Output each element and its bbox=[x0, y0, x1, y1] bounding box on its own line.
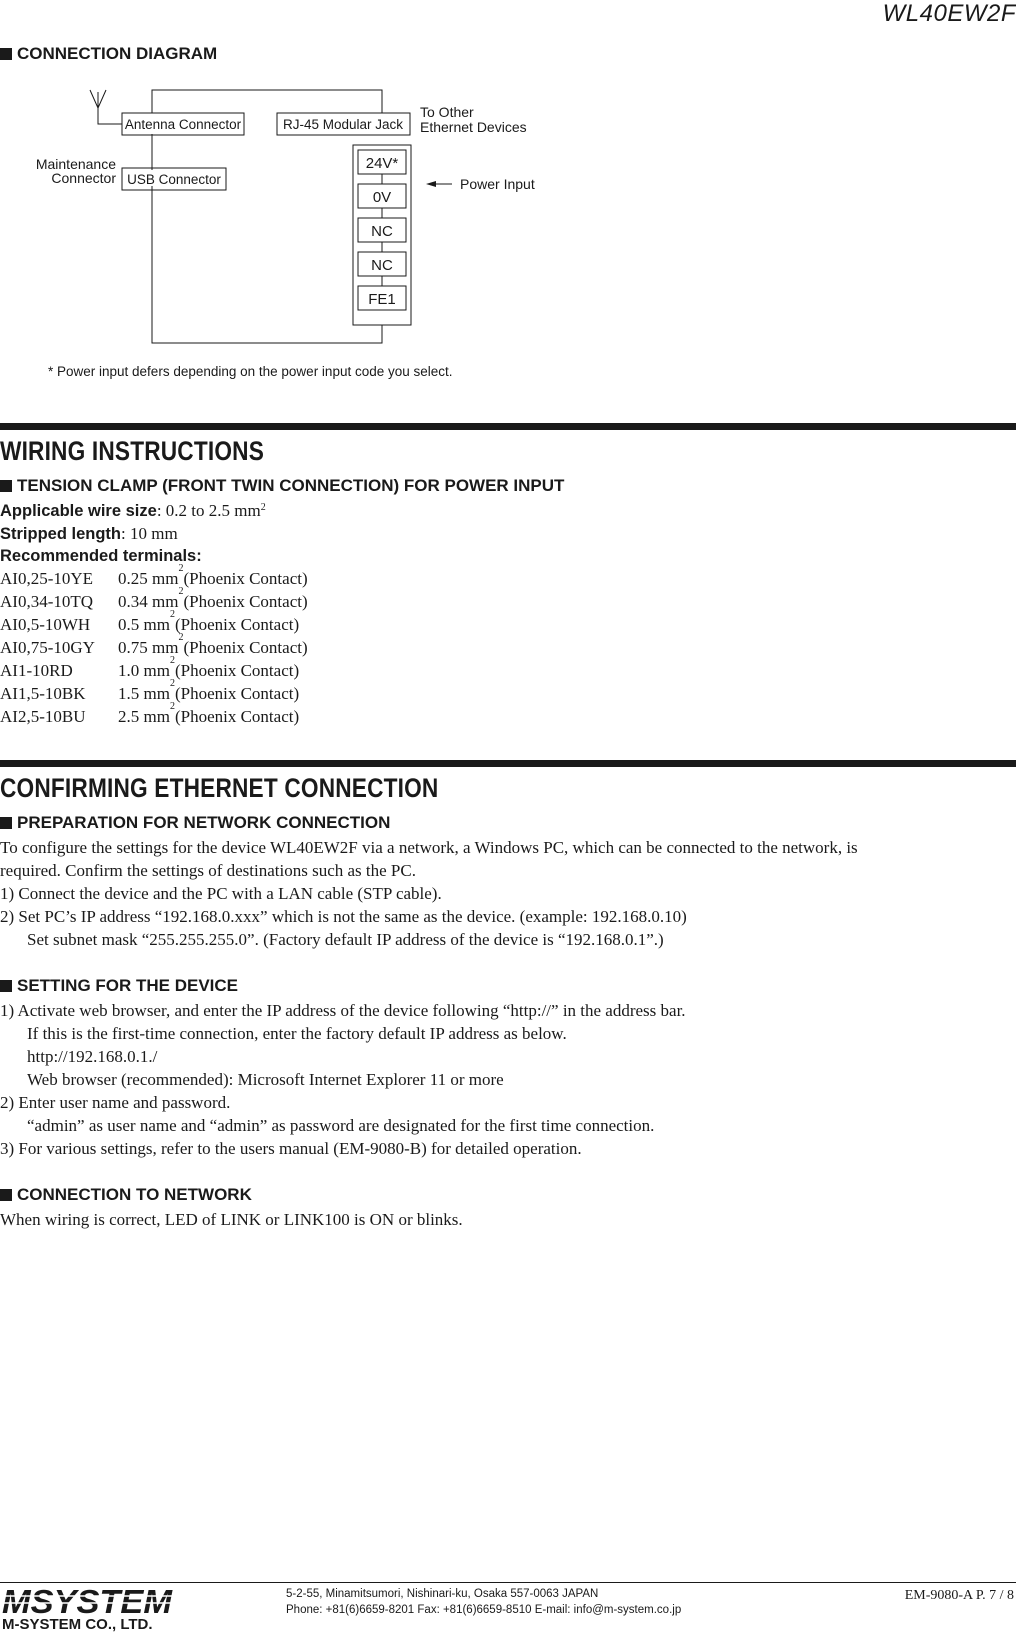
bullet-square-icon bbox=[0, 980, 12, 992]
antenna-connector-label: Antenna Connector bbox=[124, 117, 242, 132]
bullet-square-icon bbox=[0, 48, 12, 60]
power-input-note: * Power input defers depending on the power input code you select. bbox=[48, 364, 453, 379]
footer-address: 5-2-55, Minamitsumori, Nishinari-ku, Osaka 557-0063 JAPAN bbox=[286, 1588, 599, 1600]
usb-connector-label: USB Connector bbox=[127, 172, 221, 187]
preparation-heading: PREPARATION FOR NETWORK CONNECTION bbox=[0, 813, 390, 833]
prep-step-2: 2) Set PC’s IP address “192.168.0.xxx” which is not the same as the device. (example: 192.168.0.10) bbox=[0, 907, 687, 926]
wiring-title: WIRING INSTRUCTIONS bbox=[0, 436, 265, 466]
table-row: AI0,75-10GY 0.75 mm 2 (Phoenix Contact) bbox=[0, 632, 308, 657]
table-row: AI1,5-10BK 1.5 mm 2 (Phoenix Contact) bbox=[0, 678, 300, 703]
terminals-table bbox=[0, 563, 308, 730]
setting-step-2-cont: “admin” as user name and “admin” as password are designated for the first time connection. bbox=[27, 1116, 655, 1135]
ethernet-title: CONFIRMING ETHERNET CONNECTION bbox=[0, 773, 439, 803]
stripped-length-line: Stripped length: 10 mm bbox=[0, 524, 178, 543]
antenna-icon bbox=[90, 90, 106, 112]
prep-paragraph-line-1: To configure the settings for the device WL40EW2F via a network, a Windows PC, which can be connected to the network, is bbox=[0, 838, 858, 857]
footer-contact: Phone: +81(6)6659-8201 Fax: +81(6)6659-8510 E-mail: info@m-system.co.jp bbox=[286, 1604, 682, 1616]
network-heading: CONNECTION TO NETWORK bbox=[0, 1185, 252, 1205]
terminal-label-1: 24V* bbox=[365, 155, 399, 172]
maintenance-label-1: Maintenance bbox=[35, 156, 116, 172]
to-other-label-2: Ethernet Devices bbox=[420, 119, 527, 135]
recommended-terminals-label: Recommended terminals: bbox=[0, 547, 202, 565]
setting-heading: SETTING FOR THE DEVICE bbox=[0, 976, 238, 996]
table-row: AI2,5-10BU 2.5 mm 2 (Phoenix Contact) bbox=[0, 701, 300, 726]
setting-step-1-cont: If this is the first-time connection, enter the factory default IP address as below. bbox=[27, 1024, 567, 1043]
section-divider bbox=[0, 760, 1016, 767]
terminal-label-5: FE1 bbox=[368, 291, 396, 308]
model-number: WL40EW2F bbox=[882, 0, 1016, 27]
table-row: AI1-10RD 1.0 mm 2 (Phoenix Contact) bbox=[0, 655, 300, 680]
to-other-label-1: To Other bbox=[420, 104, 474, 120]
maintenance-label-2: Connector bbox=[51, 170, 116, 186]
table-row: AI0,25-10YE 0.25 mm 2 (Phoenix Contact) bbox=[0, 563, 308, 588]
msystem-logo bbox=[2, 1586, 174, 1616]
section-divider bbox=[0, 423, 1016, 430]
setting-step-1-browser: Web browser (recommended): Microsoft Internet Explorer 11 or more bbox=[27, 1070, 504, 1089]
rj45-label: RJ-45 Modular Jack bbox=[282, 117, 404, 132]
table-row: AI0,5-10WH 0.5 mm 2 (Phoenix Contact) bbox=[0, 609, 300, 634]
prep-step-1: 1) Connect the device and the PC with a LAN cable (STP cable). bbox=[0, 884, 442, 903]
terminal-label-2: 0V bbox=[372, 189, 392, 206]
prep-paragraph-line-2: required. Confirm the settings of destinations such as the PC. bbox=[0, 861, 416, 880]
connection-diagram-heading: CONNECTION DIAGRAM bbox=[0, 44, 217, 64]
table-row: AI0,34-10TQ 0.34 mm 2 (Phoenix Contact) bbox=[0, 586, 308, 611]
setting-step-1: 1) Activate web browser, and enter the IP address of the device following “http://” in the address bar. bbox=[0, 1001, 686, 1020]
network-text: When wiring is correct, LED of LINK or LINK100 is ON or blinks. bbox=[0, 1210, 463, 1229]
power-input-label: Power Input bbox=[460, 176, 535, 192]
setting-step-2: 2) Enter user name and password. bbox=[0, 1093, 231, 1112]
footer-divider bbox=[0, 1582, 1016, 1583]
tension-clamp-heading: TENSION CLAMP (FRONT TWIN CONNECTION) FOR POWER INPUT bbox=[0, 476, 564, 496]
wire-size-line: Applicable wire size: 0.2 to 2.5 $mm^2$ bbox=[0, 501, 266, 520]
setting-step-1-url: http://192.168.0.1./ bbox=[27, 1047, 158, 1066]
terminal-label-4: NC bbox=[371, 257, 393, 274]
svg-text:MSYSTEM: MSYSTEM bbox=[2, 1586, 174, 1616]
bullet-square-icon bbox=[0, 480, 12, 492]
terminal-label-3: NC bbox=[371, 223, 393, 240]
company-name: M-SYSTEM CO., LTD. bbox=[2, 1616, 153, 1633]
bullet-square-icon bbox=[0, 1189, 12, 1201]
connection-diagram bbox=[0, 80, 1016, 380]
bullet-square-icon bbox=[0, 817, 12, 829]
document-number: EM-9080-A P. 7 / 8 bbox=[904, 1588, 1014, 1603]
prep-step-2-cont: Set subnet mask “255.255.255.0”. (Factory default IP address of the device is “192.168.0.1”.) bbox=[27, 930, 664, 949]
setting-step-3: 3) For various settings, refer to the users manual (EM-9080-B) for detailed operation. bbox=[0, 1139, 582, 1158]
